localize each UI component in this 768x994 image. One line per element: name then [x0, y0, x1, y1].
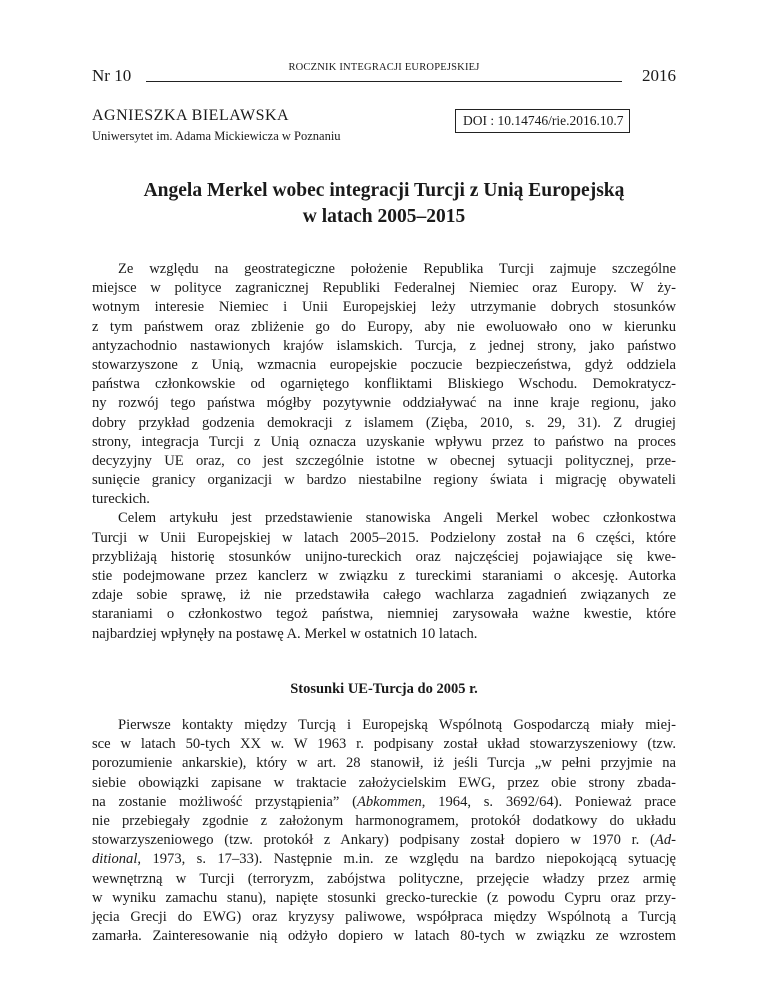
text-line: Ze względu na geostrategiczne położenie Republika Turcji zajmuje szczególne: [118, 261, 676, 277]
text-line: stowarzyszone z Unią, wzmacnia europejskie poczucie bezpieczeństwa, gdyż oddziela: [92, 356, 676, 373]
doi-box: DOI : 10.14746/rie.2016.10.7: [455, 109, 630, 133]
text-line: [92, 831, 676, 850]
text-line: Turcji w Unii Europejskiej w latach 2005–2015. Podzielony został na 6 części, które: [92, 529, 676, 546]
section-heading: Stosunki UE-Turcja do 2005 r.: [290, 681, 478, 697]
citation-italic: Ad-: [654, 832, 676, 849]
citation-italic: Abkommen: [356, 793, 422, 810]
text-line: nie przebiegały zgodnie z założonym harmonogramem, protokół dodatkowy do układu: [92, 812, 676, 829]
text-line: sunięcie granicy organizacji w bardzo niestabilne regiony świata i migrację obywateli: [92, 472, 676, 489]
text-span: na zostanie możliwość przystąpienia” (: [92, 793, 357, 810]
text-line: antyzachodnio nastawionych krajów islamskich. Turcja, z jednej strony, jako państwo: [92, 337, 676, 354]
author-affiliation: Uniwersytet im. Adama Mickiewicza w Poznaniu: [92, 129, 341, 143]
text-line: przybliżają historię stosunków unijno-tureckich oraz najczęściej pojawiające się kwe-: [92, 548, 676, 565]
issue-number: Nr 10: [92, 66, 132, 85]
paragraph-3: [92, 716, 676, 946]
text-line: [92, 850, 676, 869]
text-line: Celem artykułu jest przedstawienie stanowiska Angeli Merkel wobec członkostwa: [118, 510, 676, 527]
text-line: strony, integracja Turcji z Unią oznacza uzyskanie wpływu przez to państwo na proces: [92, 433, 676, 450]
text-span: , 1973, s. 17–33). Następnie m.in. ze względu na bardzo niepokojącą sytuację: [137, 851, 676, 868]
text-line: [92, 793, 676, 812]
text-line: tureckich.: [92, 491, 150, 508]
title-line-1: Angela Merkel wobec integracji Turcji z Unią Europejską: [143, 180, 625, 201]
text-span: , 1964, s. 3692/64). Ponieważ prace: [421, 793, 676, 810]
text-span: stowarzyszeniowego (tzw. protokół z Ankary) podpisany został dopiero w 1970 r. (: [92, 832, 655, 849]
year: 2016: [642, 66, 676, 85]
text-line: porozumienie ankarskie), który w art. 28 stanowił, iż jeśli Turcja „w pełni przyjmie na: [92, 755, 676, 772]
text-line: sce w latach 50-tych XX w. W 1963 r. podpisany został układ stowarzyszeniowy (tzw.: [92, 736, 676, 753]
text-line: jęcia Grecji do EWG) oraz kryzysy paliwowe, współpraca między Wspólnotą a Turcją: [92, 908, 676, 925]
text-line: miejsce w polityce zagranicznej Republiki Federalnej Niemiec oraz Europy. W ży-: [92, 280, 676, 297]
text-line: z tym państwem oraz zbliżenie go do Europy, aby nie ewoluowało ono w kierunku: [92, 318, 676, 335]
text-line: w wyniku zamachu stanu), napięte stosunki grecko-tureckie (z powodu Cypru oraz przy-: [92, 889, 676, 906]
text-line: staraniami o członkostwo tegoż państwa, niemniej zarysowała ważne kwestie, które: [92, 606, 676, 623]
text-line: Pierwsze kontakty między Turcją i Europejską Wspólnotą Gospodarczą miały miej-: [118, 717, 676, 733]
text-line: ny rozwój tego państwa mógłby pozytywnie oddziaływać na inne kraje regionu, jako: [92, 395, 676, 412]
text-line: decyzyjny UE oraz, co jest szczególnie istotne w obecnej sytuacji politycznej, prze-: [92, 452, 676, 469]
text-line: wewnętrzną w Turcji (terroryzm, zabójstwa polityczne, przejęcie władzy przez armię: [92, 870, 676, 887]
author-name: AGNIESZKA BIELAWSKA: [92, 107, 290, 124]
journal-name: ROCZNIK INTEGRACJI EUROPEJSKIEJ: [288, 62, 480, 73]
text-line: zamarła. Zainteresowanie nią odżyło dopiero w latach 80-tych w związku ze wzrostem: [92, 928, 676, 945]
text-line: stie podejmowane przez kanclerz w związku z tureckimi staraniami o akcesję. Autorka: [92, 568, 676, 584]
header-rule: [146, 81, 622, 82]
text-line: państwa członkowskie od ogarniętego konfliktami Bliskiego Wschodu. Demokratycz-: [92, 376, 676, 393]
article-title: [60, 178, 708, 230]
text-line: wotnym interesie Niemiec i Unii Europejskiej leży utrzymanie dobrych stosunków: [92, 299, 676, 316]
paragraph-1: [92, 260, 676, 644]
text-line: siebie obowiązki zapisane w traktacie założycielskim EWG, przez obie strony zbada-: [92, 774, 676, 791]
title-line-2: w latach 2005–2015: [302, 206, 466, 227]
text-line: dobry przykład godzenia demokracji z islamem (Zięba, 2010, s. 29, 31). Z drugiej: [92, 414, 676, 431]
text-line: zdaje sobie sprawę, iż nie przedstawiła całego wachlarza zagadnień związanych ze: [92, 587, 676, 604]
text-line: najbardziej wpłynęły na postawę A. Merkel w ostatnich 10 latach.: [92, 625, 478, 642]
citation-italic: ditional: [92, 851, 138, 868]
